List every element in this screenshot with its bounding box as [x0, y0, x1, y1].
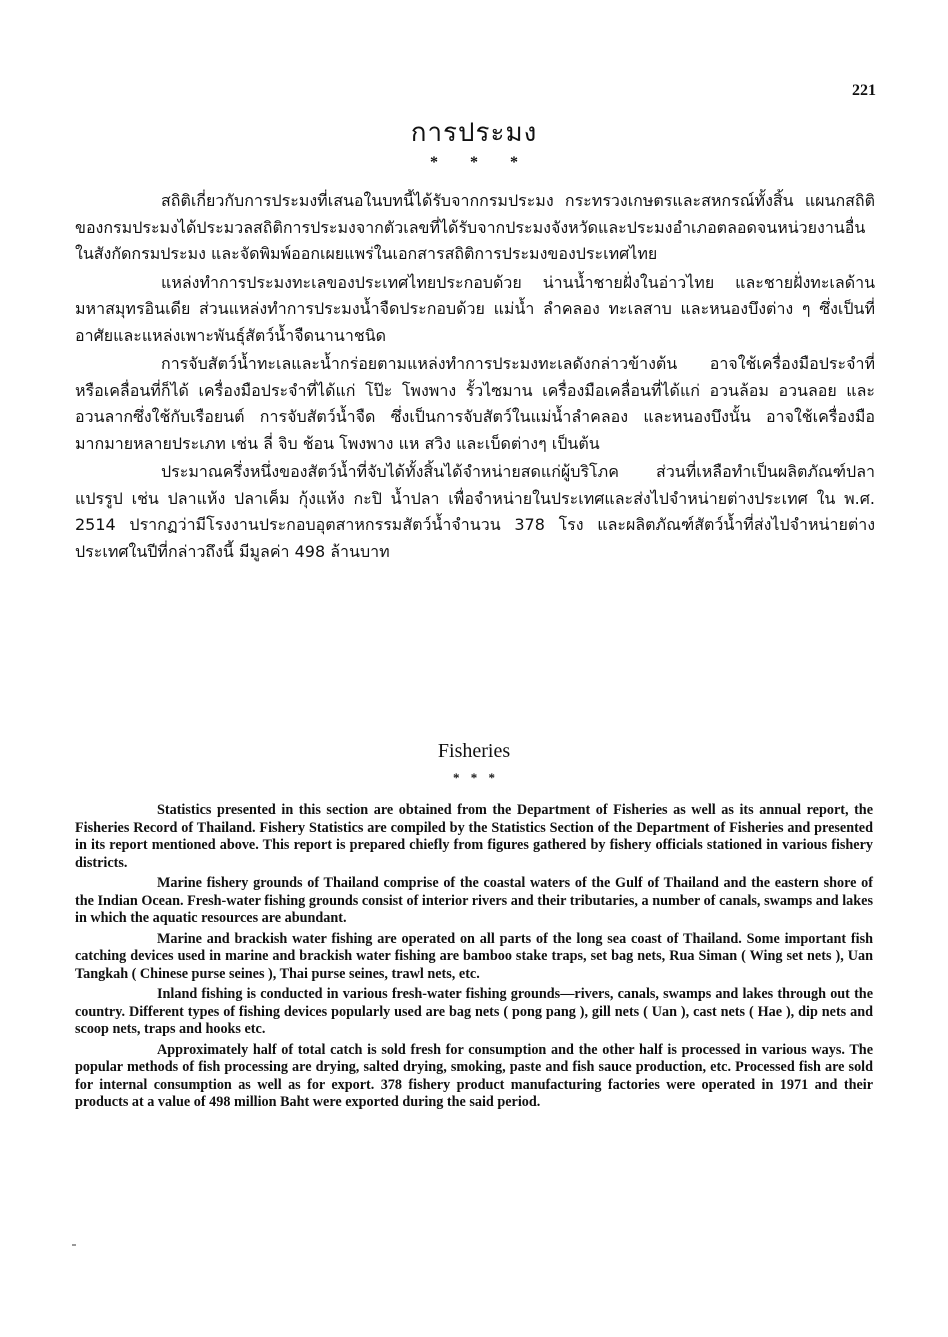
english-paragraph: Approximately half of total catch is sold fresh for consumption and the other half is processed in various ways. The popular methods of fish processing are drying, salted drying, smoking, paste and fish sauce production, etc. Processed fish are sold for internal consumption as well as for export. 378 fishery product manufacturing factories were operated in 1971 and their products at a value of 498 million Baht were exported during the said period. [75, 1041, 873, 1110]
scan-speck [72, 1244, 76, 1246]
page-number: 221 [852, 82, 876, 99]
thai-paragraph: ประมาณครึ่งหนึ่งของสัตว์น้ำที่จับได้ทั้งสิ้นได้จำหน่ายสดแก่ผู้บริโภค ส่วนที่เหลือทำเป็นผลิตภัณฑ์ปลาแปรรูป เช่น ปลาแห้ง ปลาเค็ม กุ้งแห้ง กะปิ น้ำปลา เพื่อจำหน่ายในประเทศและส่งไปจำหน่ายต่างประเทศ ใน พ.ศ. 2514 ปรากฏว่ามีโรงงานประกอบอุตสาหกรรมสัตว์น้ำจำนวน 378 โรง และผลิตภัณฑ์สัตว์น้ำที่ส่งไปจำหน่ายต่างประเทศในปีที่กล่าวถึงนี้ มีมูลค่า 498 ล้านบาท [75, 462, 875, 561]
english-paragraph: Statistics presented in this section are obtained from the Department of Fisheries as well as its annual report, the Fisheries Record of Thailand. Fishery Statistics are compiled by the Statistics Section of the Department of Fisheries and presented in its report mentioned above. This report is prepared chiefly from figures gathered by fishery officials stationed in various fishery districts. [75, 802, 873, 871]
english-paragraph: Marine and brackish water fishing are operated on all parts of the long sea coast of Thailand. Some important fish catching devices used in marine and brackish water fishing are bamboo stake traps, set bag nets, Rua Siman ( Wing set nets ), Uan Tangkah ( Chinese purse seines ), Thai purse seines, trawl nets, etc. [75, 930, 873, 982]
thai-section-title: การประมง [410, 118, 538, 148]
english-body [75, 802, 873, 1115]
english-title-ornament: * * * [453, 770, 495, 785]
english-section-title: Fisheries [437, 740, 511, 762]
thai-paragraph: สถิติเกี่ยวกับการประมงที่เสนอในบทนี้ได้รับจากกรมประมง กระทรวงเกษตรและสหกรณ์ทั้งสิ้น แผนกสถิติของกรมประมงได้ประมวลสถิติการประมงจากตัวเลขที่ได้รับจากประมงจังหวัดและประมงอำเภอตลอดจนหน่วยงานอื่นในสังกัดกรมประมง และจัดพิมพ์ออกเผยแพร่ในเอกสารสถิติการประมงของประเทศไทย [75, 191, 875, 263]
english-paragraph: Marine fishery grounds of Thailand comprise of the coastal waters of the Gulf of Thailand and the eastern shore of the Indian Ocean. Fresh-water fishing grounds consist of interior rivers and their tributaries, a number of canals, swamps and lakes in which the aquatic resources are abundant. [75, 875, 873, 926]
english-paragraph: Inland fishing is conducted in various fresh-water fishing grounds—rivers, canals, swamps and lakes through out the country. Different types of fishing devices popularly used are bag nets ( pong pang ), gill nets ( Uan ), cast nets ( Hae ), dip nets and scoop nets, traps and hooks etc. [75, 986, 873, 1037]
thai-body [75, 188, 875, 567]
thai-paragraph: การจับสัตว์น้ำทะเลและน้ำกร่อยตามแหล่งทำการประมงทะเลดังกล่าวข้างต้น อาจใช้เครื่องมือประจำที่หรือเคลื่อนที่ก็ได้ เครื่องมือประจำที่ได้แก่ โป๊ะ โพงพาง รั้วไซมาน เครื่องมือเคลื่อนที่ได้แก่ อวนล้อม อวนลอย และอวนลากซึ่งใช้กับเรือยนต์ การจับสัตว์น้ำจืด ซึ่งเป็นการจับสัตว์ในแม่น้ำลำคลอง และหนองบึงนั้น อาจใช้เครื่องมือมากมายหลายประเภท เช่น ลี่ จิบ ช้อน โพงพาง แห สวิง และเบ็ดต่างๆ เป็นต้น [75, 354, 875, 453]
thai-paragraph: แหล่งทำการประมงทะเลของประเทศไทยประกอบด้วย น่านน้ำชายฝั่งในอ่าวไทย และชายฝั่งทะเลด้านมหาสมุทรอินเดีย ส่วนแหล่งทำการประมงน้ำจืดประกอบด้วย แม่น้ำ ลำคลอง ทะเลสาบ และหนองบึงต่าง ๆ ซึ่งเป็นที่อาศัยและแหล่งเพาะพันธุ์สัตว์น้ำจืดนานาชนิด [75, 272, 875, 345]
thai-title-ornament: * * * [430, 154, 518, 171]
